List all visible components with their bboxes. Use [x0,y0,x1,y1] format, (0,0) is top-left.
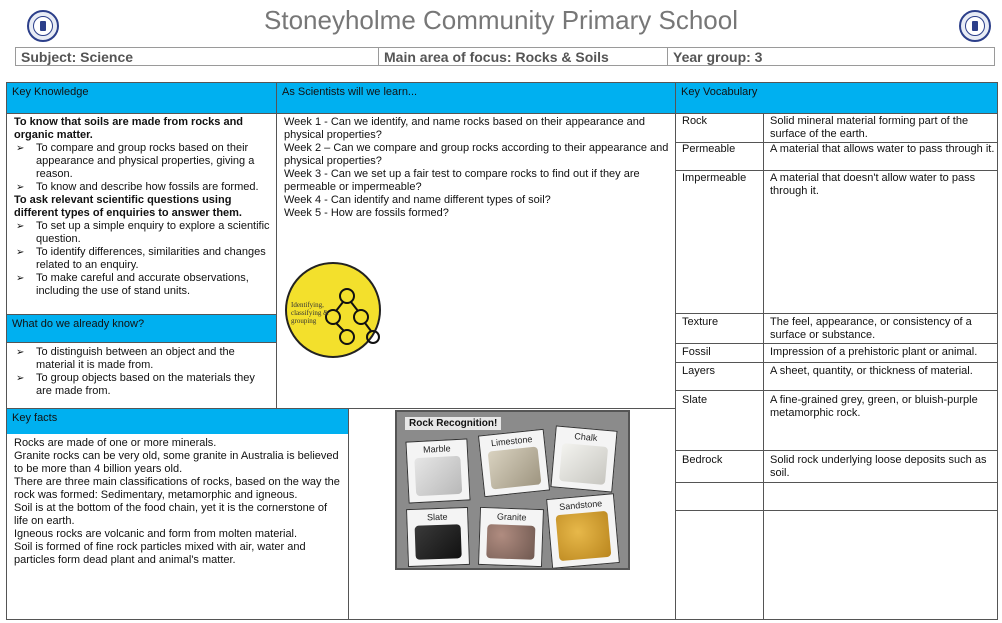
week-item: Week 1 - Can we identify, and name rocks based on their appearance and physical properties? [284,116,645,141]
knowledge-heading: To ask relevant scientific questions using different types of enquiries to answer them. [14,194,242,219]
key-facts-header: Key facts [7,409,348,434]
granite-rock [486,524,535,560]
rock-label: Granite [496,511,527,523]
already-know-content [14,346,272,398]
scientists-header: As Scientists will we learn... [277,83,675,113]
vocab-definition: A material that doesn't allow water to pass through it. [770,172,976,197]
week-item: Week 3 - Can we set up a fair test to compare rocks to find out if they are permeable or impermeable? [284,168,640,193]
subject-label: Subject: Science [16,48,379,65]
vocab-definition: The feel, appearance, or consistency of a surface or substance. [770,316,972,341]
vocab-term: Layers [682,365,716,377]
key-knowledge-content [14,116,272,298]
focus-label: Main area of focus: Rocks & Soils [379,48,668,65]
rock-label: Sandstone [558,498,603,512]
rock-label: Slate [426,511,448,523]
sandstone-rock [556,511,612,561]
rock-label: Chalk [574,431,598,444]
knowledge-heading: To know that soils are made from rocks and organic matter. [14,116,244,141]
vocab-term: Rock [682,115,708,127]
vocab-definition: Solid rock underlying loose deposits such as soil. [770,454,987,479]
rock-label: Limestone [490,433,533,449]
rock-card [550,425,617,492]
vocab-definition: Impression of a prehistoric plant or animal. [770,346,978,358]
rock-recognition-title: Rock Recognition! [405,417,501,430]
vocab-header: Key Vocabulary [676,83,997,113]
vocab-term: Impermeable [682,172,747,184]
badge-text: Identifying, classifying & grouping [291,301,329,325]
week-item: Week 4 - Can identify and name different types of soil? [284,194,551,206]
rock-card [478,507,544,567]
rock-card [546,493,620,569]
slate-rock [415,524,462,560]
fact-item: There are three main classifications of rocks, based on the way the rock was formed: Sedimentary, metamorphic and igneous. [14,476,340,501]
list-item: ➢ To distinguish between an object and the material it is made from. [14,346,272,372]
vocab-term: Texture [682,316,719,328]
weeks-list [284,116,672,220]
key-knowledge-header: Key Knowledge [7,83,276,113]
vocab-definition: A fine-grained grey, green, or bluish-purple metamorphic rock. [770,394,978,419]
week-item: Week 5 - How are fossils formed? [284,207,449,219]
list-item: ➢ To group objects based on the materials they are made from. [14,372,272,398]
vocab-definition: A sheet, quantity, or thickness of material. [770,365,973,377]
fact-item: Soil is formed of fine rock particles mixed with air, water and particles form dead plant and animal's matter. [14,541,306,566]
list-item: ➢ To set up a simple enquiry to explore a scientific question. [14,220,272,246]
list-item: ➢ To compare and group rocks based on their appearance and physical properties, giving a reason. [14,142,272,181]
year-group-label: Year group: 3 [673,49,763,65]
grouping-badge [285,262,381,358]
vocab-definition: A material that allows water to pass through it. [770,143,995,155]
key-facts-content [14,437,344,567]
subject-bar [15,47,995,66]
chalk-rock [559,443,608,485]
fact-item: Soil is at the bottom of the food chain, yet it is the cornerstone of life on earth. [14,502,328,527]
limestone-rock [488,446,542,489]
vocab-definition: Solid mineral material forming part of the surface of the earth. [770,115,969,140]
vocab-term: Permeable [682,143,736,155]
list-item: ➢ To identify differences, similarities and changes related to an enquiry. [14,246,272,272]
page-title: Stoneyholme Community Primary School [264,5,738,35]
vocab-term: Fossil [682,346,711,358]
week-item: Week 2 – Can we compare and group rocks according to their appearance and physical properties? [284,142,669,167]
rock-label: Marble [422,443,451,455]
fact-item: Rocks are made of one or more minerals. [14,437,217,449]
vocab-term: Bedrock [682,454,723,466]
list-item: ➢ To make careful and accurate observations, including the use of stand units. [14,272,272,298]
fact-item: Granite rocks can be very old, some granite in Australia is believed to be more than 4 billion years old. [14,450,339,475]
already-know-header: What do we already know? [7,315,276,342]
list-item: ➢ To know and describe how fossils are formed. [14,181,272,194]
fact-item: Igneous rocks are volcanic and form from molten material. [14,528,298,540]
rock-card [405,438,470,503]
marble-rock [414,456,462,496]
rock-card [406,507,470,567]
rock-recognition-image [395,410,630,570]
rock-card [478,429,550,498]
vocab-term: Slate [682,394,708,406]
